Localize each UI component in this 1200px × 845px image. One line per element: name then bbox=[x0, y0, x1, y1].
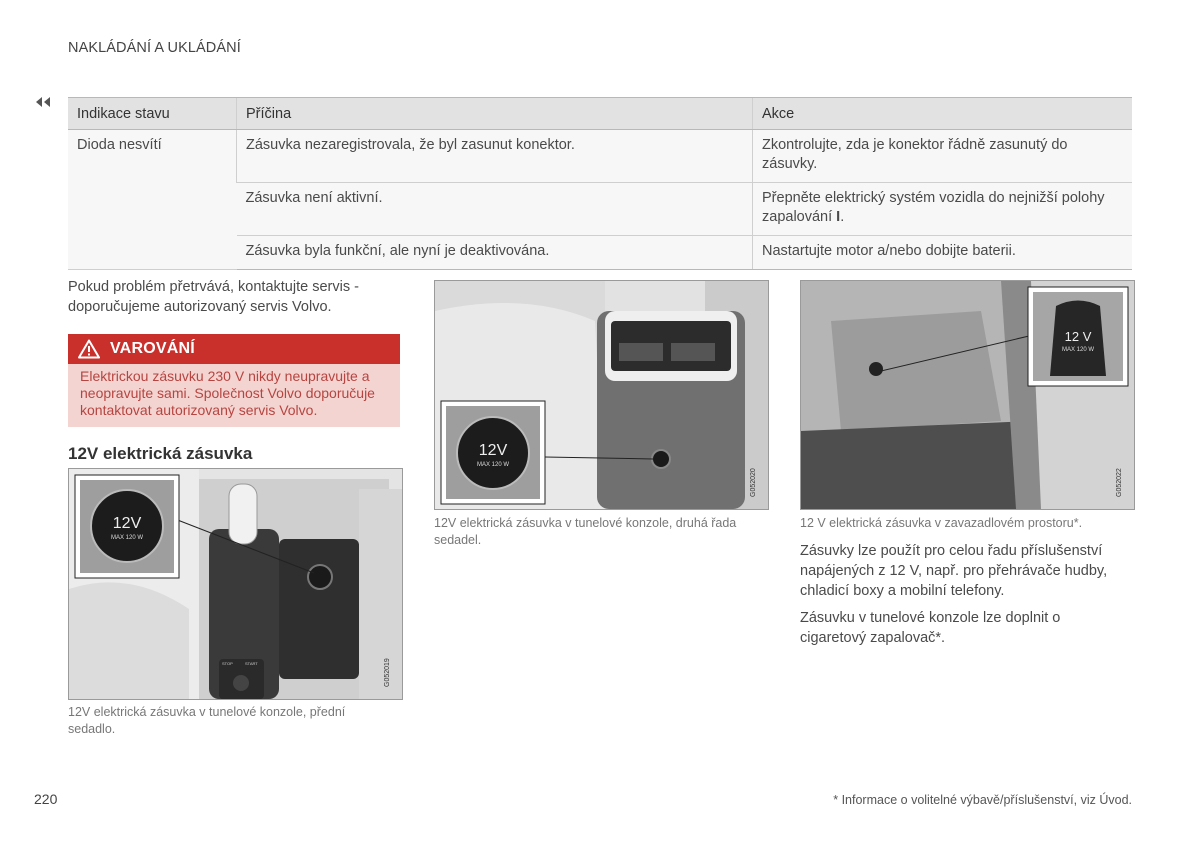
col-header-action: Akce bbox=[753, 98, 1133, 130]
cigarette-lighter-paragraph: Zásuvku v tunelové konzole lze doplnit o cigaretový zapalovač*. bbox=[800, 610, 1061, 646]
action-cell: Zkontrolujte, zda je konektor řádně zasunutý do zásuvky. bbox=[753, 130, 1133, 183]
cause-cell: Zásuvka byla funkční, ale nyní je deaktivována. bbox=[237, 236, 753, 270]
status-cell: Dioda nesvítí bbox=[68, 130, 237, 270]
image-code: G052019 bbox=[384, 658, 391, 687]
usage-paragraph: Zásuvky lze použít pro celou řadu příslušenství napájených z 12 V, např. pro přehrávače hudby, chladicí boxy a mobilní telefony. bbox=[800, 543, 1108, 599]
warning-box bbox=[68, 334, 400, 427]
intro-paragraph: Pokud problém přetrvává, kontaktujte servis - doporučujeme autorizovaný servis Volvo. bbox=[68, 279, 359, 315]
page-number: 220 bbox=[34, 791, 58, 807]
front-console-image bbox=[68, 468, 403, 700]
rear-console-image bbox=[434, 280, 769, 510]
footnote: * Informace o volitelné výbavě/příslušenství, viz Úvod. bbox=[833, 793, 1132, 807]
caption-cargo: 12 V elektrická zásuvka v zavazadlovém prostoru*. bbox=[800, 516, 1083, 530]
cause-cell: Zásuvka není aktivní. bbox=[237, 183, 753, 236]
socket-label-main: 12V bbox=[478, 442, 508, 459]
action-cell: Nastartujte motor a/nebo dobijte baterii. bbox=[753, 236, 1133, 270]
stop-label: STOP bbox=[222, 661, 233, 666]
table-header-row bbox=[68, 98, 1132, 130]
image-code: G052020 bbox=[750, 468, 757, 497]
warning-header bbox=[68, 334, 400, 364]
ignition-position: I bbox=[836, 209, 841, 225]
socket-label-sub: MAX 120 W bbox=[1061, 347, 1095, 353]
col-header-status: Indikace stavu bbox=[68, 98, 237, 130]
section-title: NAKLÁDÁNÍ A UKLÁDÁNÍ bbox=[68, 40, 241, 56]
caption-rear: 12V elektrická zásuvka v tunelové konzole, druhá řada sedadel. bbox=[434, 516, 737, 547]
action-cell bbox=[753, 183, 1133, 236]
caption-front: 12V elektrická zásuvka v tunelové konzole, přední sedadlo. bbox=[68, 705, 346, 736]
socket-label-sub: MAX 120 W bbox=[110, 535, 144, 541]
warning-title: VAROVÁNÍ bbox=[110, 340, 195, 357]
cause-cell: Zásuvka nezaregistrovala, že byl zasunut konektor. bbox=[237, 130, 753, 183]
table-row bbox=[68, 130, 1132, 183]
col-header-cause: Příčina bbox=[237, 98, 753, 130]
warning-text: Elektrickou zásuvku 230 V nikdy neupravujte a neopravujte sami. Společnost Volvo doporučuje kontaktovat autorizovaný servis Volvo. bbox=[68, 364, 400, 427]
action-text: Přepněte elektrický systém vozidla do nejnižší polohy zapalování bbox=[762, 190, 1105, 225]
cargo-area-image bbox=[800, 280, 1135, 510]
start-label: START bbox=[245, 661, 258, 666]
back-arrows-icon[interactable] bbox=[35, 96, 51, 111]
subheading: 12V elektrická zásuvka bbox=[68, 444, 253, 463]
socket-label-sub: MAX 120 W bbox=[476, 462, 510, 468]
image-code: G052022 bbox=[1116, 468, 1123, 497]
status-table bbox=[68, 97, 1132, 270]
warning-triangle-icon bbox=[78, 339, 100, 359]
socket-label-main: 12V bbox=[112, 515, 142, 532]
action-text-end: . bbox=[840, 209, 845, 225]
socket-label-main: 12 V bbox=[1064, 329, 1092, 344]
